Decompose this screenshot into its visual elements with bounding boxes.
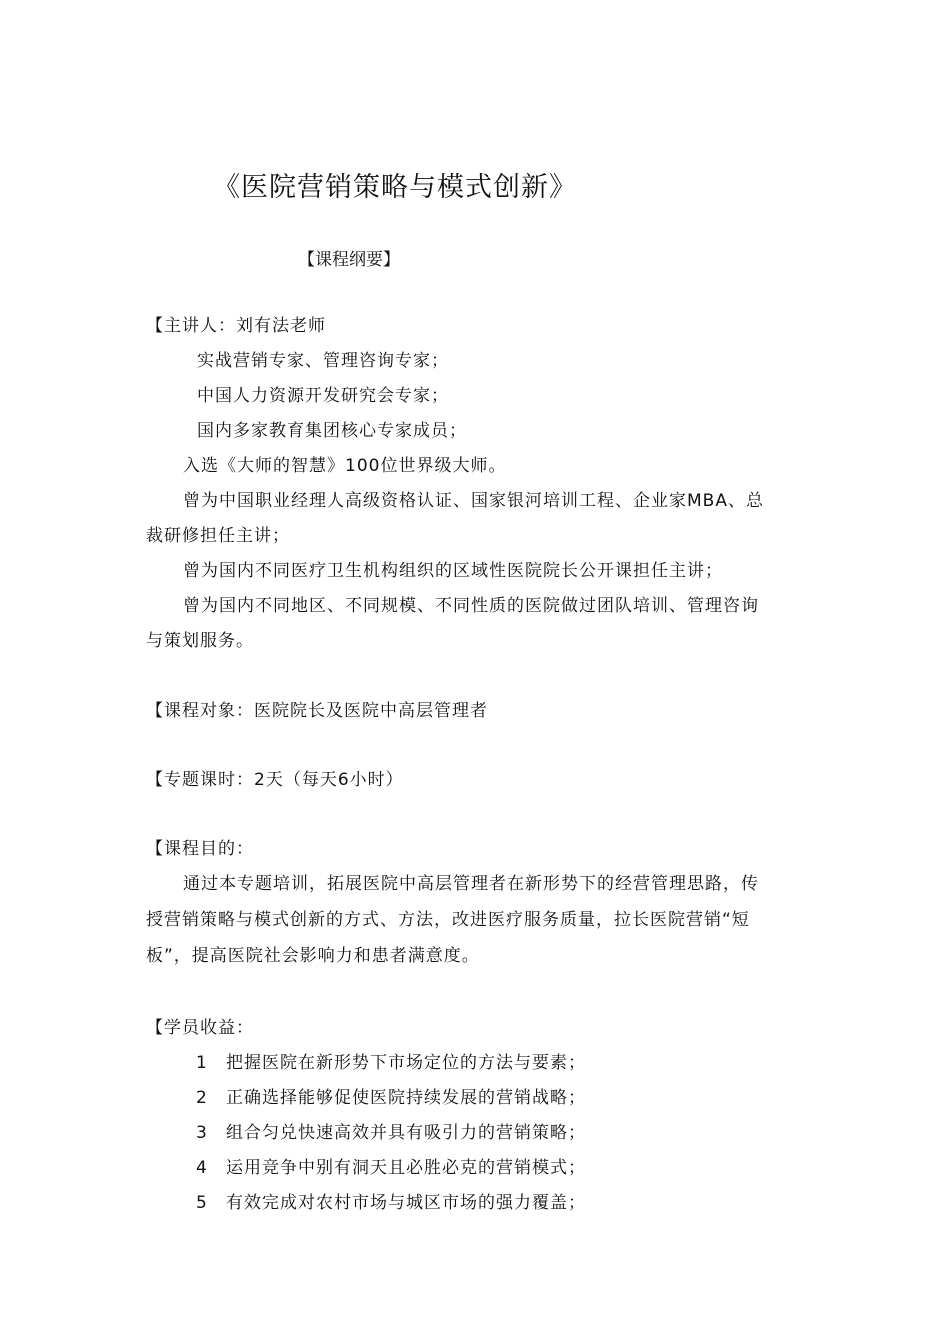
speaker-paragraph: 曾为中国职业经理人高级资格认证、国家银河培训工程、企业家MBA、总 xyxy=(183,491,764,511)
benefit-text: 组合匀兑快速高效并具有吸引力的营销策略； xyxy=(226,1123,586,1143)
speaker-paragraph: 裁研修担任主讲； xyxy=(146,526,290,546)
speaker-paragraph: 曾为国内不同地区、不同规模、不同性质的医院做过团队培训、管理咨询 xyxy=(183,596,759,616)
speaker-line: 中国人力资源开发研究会专家； xyxy=(197,386,449,406)
speaker-heading: 【主讲人：刘有法老师 xyxy=(146,316,326,336)
benefit-text: 运用竞争中别有洞天且必胜必克的营销模式； xyxy=(226,1158,586,1178)
speaker-line: 入选《大师的智慧》100位世界级大师。 xyxy=(183,456,507,476)
purpose-paragraph: 授营销策略与模式创新的方式、方法，改进医疗服务质量，拉长医院营销“短 xyxy=(146,910,750,930)
benefit-item xyxy=(196,1048,586,1073)
speaker-paragraph: 与策划服务。 xyxy=(146,631,254,651)
benefit-item xyxy=(196,1083,586,1108)
benefit-text: 有效完成对农村市场与城区市场的强力覆盖； xyxy=(226,1193,586,1213)
speaker-line: 国内多家教育集团核心专家成员； xyxy=(197,421,467,441)
benefit-item xyxy=(196,1153,586,1178)
benefits-heading: 【学员收益： xyxy=(146,1018,254,1038)
benefit-number: 4 xyxy=(196,1158,208,1178)
audience-line: 【课程对象：医院院长及医院中高层管理者 xyxy=(146,701,488,721)
document-title: 《医院营销策略与模式创新》 xyxy=(213,172,577,203)
purpose-paragraph: 通过本专题培训，拓展医院中高层管理者在新形势下的经营管理思路，传 xyxy=(183,874,759,894)
benefit-text: 正确选择能够促使医院持续发展的营销战略； xyxy=(226,1088,586,1108)
outline-heading: 【课程纲要】 xyxy=(298,250,400,270)
benefit-number: 2 xyxy=(196,1088,208,1108)
benefit-item xyxy=(196,1188,586,1213)
benefit-number: 3 xyxy=(196,1123,208,1143)
benefit-number: 1 xyxy=(196,1053,208,1073)
speaker-paragraph: 曾为国内不同医疗卫生机构组织的区域性医院院长公开课担任主讲； xyxy=(183,561,723,581)
purpose-heading: 【课程目的： xyxy=(146,839,254,859)
benefit-item xyxy=(196,1118,586,1143)
benefit-number: 5 xyxy=(196,1193,208,1213)
speaker-line: 实战营销专家、管理咨询专家； xyxy=(197,351,449,371)
duration-line: 【专题课时：2天（每天6小时） xyxy=(146,770,404,790)
purpose-paragraph: 板”，提高医院社会影响力和患者满意度。 xyxy=(146,946,480,966)
benefit-text: 把握医院在新形势下市场定位的方法与要素； xyxy=(226,1053,586,1073)
